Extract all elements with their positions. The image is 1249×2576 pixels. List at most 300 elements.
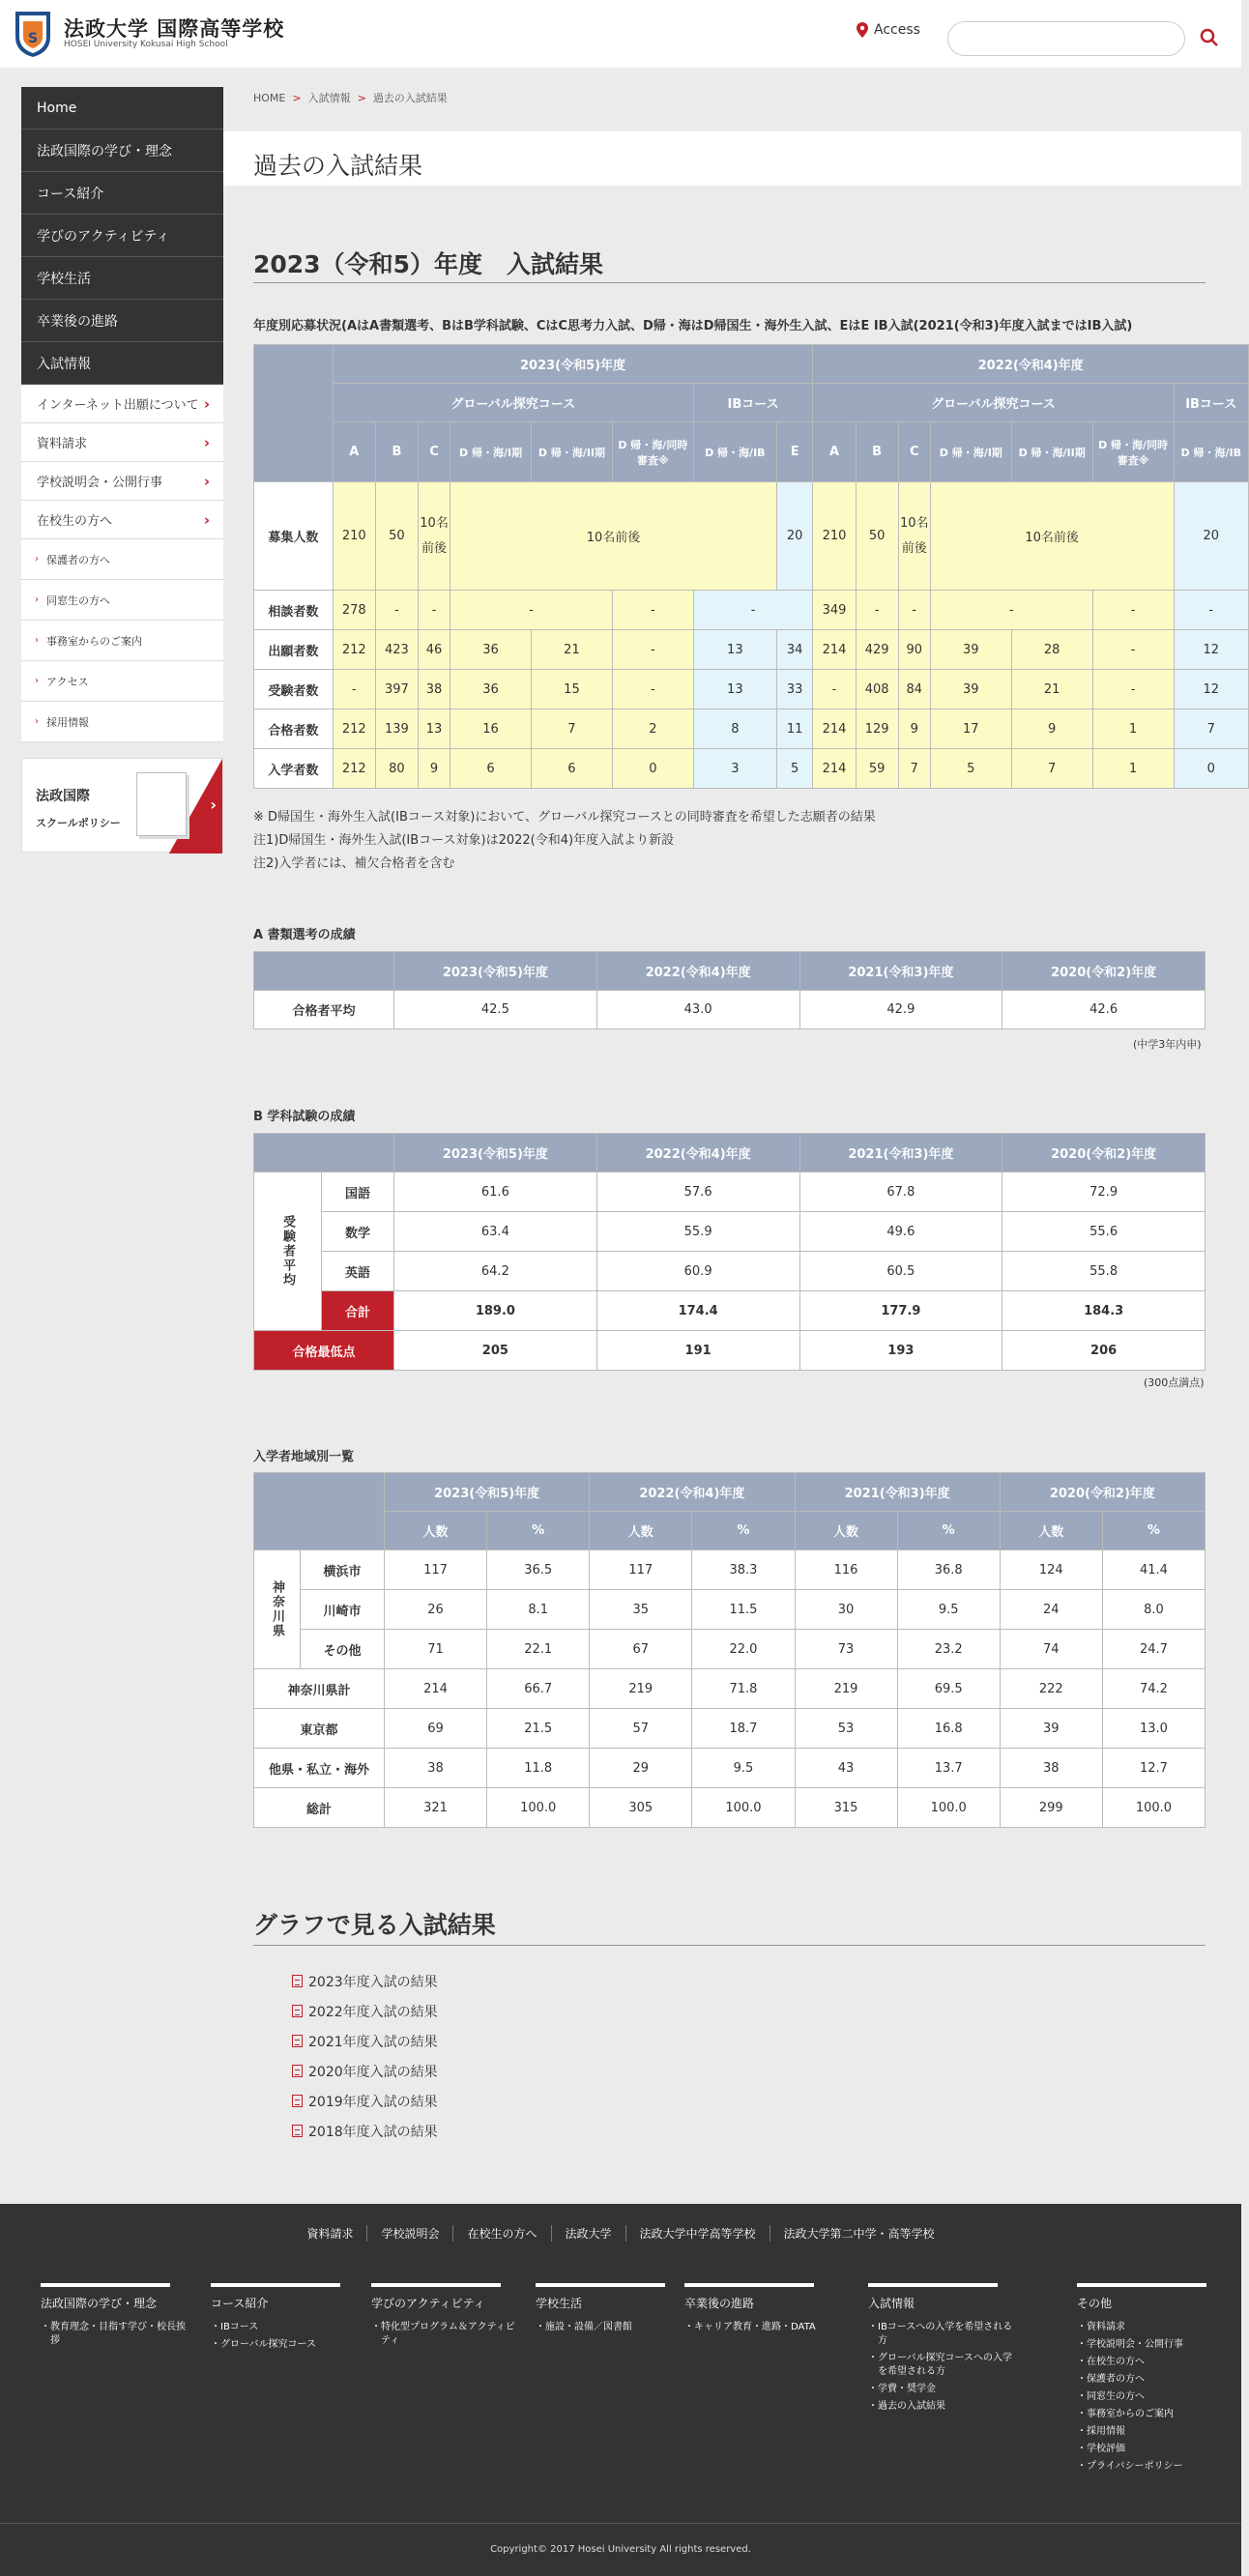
row-label: 川崎市: [301, 1590, 385, 1630]
sidebar-item-recruit[interactable]: [21, 702, 223, 742]
table-cell: -: [813, 670, 856, 709]
table-cell: 21: [1011, 670, 1092, 709]
table-cell: 13: [693, 670, 776, 709]
pdf-file-icon: [292, 2035, 303, 2047]
table-cell: -: [612, 670, 693, 709]
footer-link[interactable]: 法政大学中学高等学校: [625, 2225, 770, 2242]
col-header: C: [898, 422, 930, 482]
table-cell: 321: [385, 1788, 487, 1828]
table-cell: -: [1092, 630, 1174, 670]
table-cell: 3: [693, 749, 776, 789]
footer-column-title[interactable]: 入試情報: [868, 2297, 915, 2310]
sidebar-item-school-life[interactable]: 学校生活: [21, 257, 223, 300]
table-cell: 74.2: [1102, 1669, 1205, 1709]
sidebar-item-internet-apply[interactable]: [21, 385, 223, 423]
table-cell: 100.0: [692, 1788, 795, 1828]
page-title: 過去の入試結果: [253, 152, 423, 180]
table-cell: 0: [612, 749, 693, 789]
footer-column-item[interactable]: ・ 在校生の方へ: [1077, 2356, 1206, 2369]
table-cell: 100.0: [897, 1788, 1000, 1828]
applications-rows: [254, 630, 1249, 789]
row-label: 他県・私立・海外: [254, 1749, 385, 1788]
table-cell: 139: [375, 709, 418, 749]
table-cell: -: [419, 591, 450, 630]
region-table: [253, 1472, 1205, 1828]
pdf-link[interactable]: [292, 2086, 438, 2116]
col-header: D 帰・海/I期: [450, 422, 532, 482]
table-cell: 22.1: [487, 1630, 590, 1669]
row-label: 国語: [322, 1172, 394, 1212]
sidebar-item-open-events[interactable]: [21, 462, 223, 501]
table-cell: 11.8: [487, 1749, 590, 1788]
search-icon[interactable]: [1197, 25, 1222, 50]
table-cell: 177.9: [799, 1291, 1002, 1331]
table-cell: 28: [1011, 630, 1092, 670]
table-cell: 10名前後: [898, 482, 930, 591]
year-header: 2020(令和2)年度: [1002, 1134, 1205, 1172]
table-cell: 9.5: [692, 1749, 795, 1788]
arrow-right-icon: ›: [35, 635, 39, 646]
table-cell: 38: [1000, 1749, 1102, 1788]
table-cell: 43.0: [596, 991, 799, 1029]
table-cell: 80: [375, 749, 418, 789]
table-cell: 214: [813, 749, 856, 789]
applications-table-wrapper[interactable]: [253, 344, 1241, 792]
sidebar-item-label: 資料請求: [37, 437, 88, 451]
table-cell: 21: [532, 630, 613, 670]
pdf-file-icon: [292, 2125, 303, 2137]
footer-column-bar: [1077, 2283, 1206, 2287]
table-cell: 117: [590, 1550, 692, 1590]
table-cell: 7: [1174, 709, 1249, 749]
pdf-link[interactable]: [292, 2026, 438, 2056]
table-cell: 315: [795, 1788, 897, 1828]
table-cell: 33: [776, 670, 813, 709]
search-input[interactable]: [947, 21, 1185, 56]
table-header-2023: 2023(令和5)年度: [333, 345, 813, 384]
table-cell: 100.0: [1102, 1788, 1205, 1828]
table-cell: 42.5: [394, 991, 597, 1029]
col-header: B: [856, 422, 898, 482]
row-label: その他: [301, 1630, 385, 1669]
table-cell: 212: [333, 630, 375, 670]
site-subtitle: HOSEI University Kokusai High School: [64, 40, 228, 49]
table-cell: 41.4: [1102, 1550, 1205, 1590]
footer-column-title[interactable]: その他: [1077, 2297, 1113, 2310]
table-cell: 0: [1174, 749, 1249, 789]
col-header: 人数: [1000, 1512, 1102, 1550]
pdf-link-label: 2021年度入試の結果: [308, 2034, 438, 2050]
year-header: 2023(令和5)年度: [394, 952, 597, 991]
table-cell: 43: [795, 1749, 897, 1788]
table-cell: 1: [1092, 749, 1174, 789]
graph-section-title: グラフで見る入試結果: [253, 1911, 496, 1939]
table-cell: 214: [813, 630, 856, 670]
row-label: 英語: [322, 1252, 394, 1291]
table-cell: 8.0: [1102, 1590, 1205, 1630]
table-cell: 11: [776, 709, 813, 749]
table-cell: 23.2: [897, 1630, 1000, 1669]
table-cell: 38: [419, 670, 450, 709]
section-divider: [253, 282, 1205, 283]
sidebar-item-label: 学校説明会・公開行事: [37, 476, 163, 490]
footer-column: [536, 2283, 681, 2338]
site-footer: [0, 2204, 1241, 2576]
sidebar-item-alumni[interactable]: [21, 580, 223, 621]
footer-link[interactable]: 在校生の方へ: [452, 2225, 550, 2242]
footer-column-item[interactable]: ・ 学費・奨学金: [868, 2383, 1013, 2396]
note-line: 注2)入学者には、補欠合格者を含む: [253, 856, 455, 871]
table-cell: 397: [375, 670, 418, 709]
footer-column-item[interactable]: ・ 資料請求: [1077, 2321, 1206, 2334]
table-cell: 10名前後: [419, 482, 450, 591]
sidebar-item-philosophy[interactable]: 法政国際の学び・理念: [21, 130, 223, 172]
col-header: D 帰・海/同時審査※: [1092, 422, 1174, 482]
chevron-right-icon: ›: [203, 510, 210, 529]
footer-column-item[interactable]: ・ 事務室からのご案内: [1077, 2408, 1206, 2421]
svg-text:S: S: [27, 31, 39, 46]
table-cell: -: [450, 591, 613, 630]
table-cell: 184.3: [1002, 1291, 1205, 1331]
table-cell: 49.6: [799, 1212, 1002, 1252]
footer-column-item[interactable]: ・ グローバル探究コース: [211, 2338, 356, 2352]
table-cell: 6: [450, 749, 532, 789]
table-cell: 349: [813, 591, 856, 630]
pdf-link-label: 2019年度入試の結果: [308, 2094, 438, 2110]
footer-column-item[interactable]: ・ グローバル探究コースへの入学を希望される方: [868, 2352, 1013, 2379]
table-cell: 29: [590, 1749, 692, 1788]
header-global-course: グローバル探究コース: [333, 384, 693, 422]
row-label: 受験者数: [254, 670, 334, 709]
sidebar-item-courses[interactable]: コース紹介: [21, 172, 223, 215]
table-cell: 73: [795, 1630, 897, 1669]
sidebar-item-current-students[interactable]: [21, 501, 223, 539]
footer-column-item[interactable]: ・ プライバシーポリシー: [1077, 2460, 1206, 2474]
section-title: 2023（令和5）年度 入試結果: [253, 250, 603, 278]
table-cell: 214: [385, 1669, 487, 1709]
table-cell: -: [693, 591, 813, 630]
table-cell: 9: [419, 749, 450, 789]
table-cell: -: [1092, 591, 1174, 630]
table-cell: 71.8: [692, 1669, 795, 1709]
header-global-course: グローバル探究コース: [813, 384, 1174, 422]
table-cell: 117: [385, 1550, 487, 1590]
pdf-link-label: 2022年度入試の結果: [308, 2004, 438, 2020]
sidebar-item-label: 事務室からのご案内: [46, 634, 142, 648]
sidebar: [21, 87, 223, 742]
table-cell: 5: [776, 749, 813, 789]
table-cell: 71: [385, 1630, 487, 1669]
table-cell: 13: [693, 630, 776, 670]
footer-column-item[interactable]: ・ IBコース: [211, 2321, 356, 2334]
arrow-right-icon: ›: [35, 716, 39, 727]
sidebar-item-brochure[interactable]: [21, 423, 223, 462]
footer-column-bar: [371, 2283, 501, 2287]
chevron-right-icon: ›: [203, 472, 210, 490]
arrow-right-icon: ›: [35, 554, 39, 564]
table-corner-cell: [254, 952, 394, 991]
footer-column-bar: [868, 2283, 998, 2287]
table-cell: 11.5: [692, 1590, 795, 1630]
footer-column-bar: [536, 2283, 665, 2287]
table-cell: 53: [795, 1709, 897, 1749]
footer-column-item[interactable]: ・ 学校説明会・公開行事: [1077, 2338, 1206, 2352]
pdf-file-icon: [292, 2065, 303, 2077]
table-cell: 210: [813, 482, 856, 591]
table-cell: 42.6: [1002, 991, 1205, 1029]
footer-column: [371, 2283, 516, 2352]
table-cell: 305: [590, 1788, 692, 1828]
table-cell: 55.9: [596, 1212, 799, 1252]
footer-column-item[interactable]: ・ 過去の入試結果: [868, 2400, 1013, 2414]
chevron-right-icon: ›: [210, 796, 217, 814]
sidebar-item-activities[interactable]: 学びのアクティビティ: [21, 215, 223, 257]
col-header: B: [375, 422, 418, 482]
footer-column-item[interactable]: ・ キャリア教育・進路・DATA: [684, 2321, 829, 2334]
footer-column-item[interactable]: ・ 同窓生の方へ: [1077, 2390, 1206, 2404]
min-score-label: 合格最低点: [254, 1331, 394, 1371]
access-label: Access: [874, 22, 920, 38]
b-note: (300点満点): [1144, 1376, 1205, 1389]
footer-column-title[interactable]: 卒業後の進路: [684, 2297, 755, 2310]
header-ib-course: IBコース: [693, 384, 813, 422]
footer-column-title[interactable]: コース紹介: [211, 2297, 269, 2310]
row-label: 神奈川県計: [254, 1669, 385, 1709]
school-policy-banner[interactable]: [21, 758, 223, 853]
policy-document-icon: [136, 772, 187, 836]
access-link[interactable]: [857, 22, 920, 38]
table-corner-cell: [254, 1473, 385, 1550]
table-cell: 64.2: [394, 1252, 597, 1291]
table-cell: 18.7: [692, 1709, 795, 1749]
sidebar-item-home[interactable]: Home: [21, 87, 223, 130]
footer-column-item[interactable]: ・ 採用情報: [1077, 2425, 1206, 2439]
footer-column: [1077, 2283, 1206, 2477]
table-cell: 7: [532, 709, 613, 749]
col-header: D 帰・海/IB: [1174, 422, 1249, 482]
table-cell: 12: [1174, 670, 1249, 709]
col-header: D 帰・海/II期: [1011, 422, 1092, 482]
table-cell: 7: [898, 749, 930, 789]
table-cell: -: [333, 670, 375, 709]
table-cell: 408: [856, 670, 898, 709]
row-label: 総計: [254, 1788, 385, 1828]
applications-table: [253, 344, 1249, 789]
table-cell: -: [375, 591, 418, 630]
table-cell: 74: [1000, 1630, 1102, 1669]
sidebar-item-label: 同窓生の方へ: [46, 593, 110, 607]
pdf-link[interactable]: [292, 1996, 438, 2026]
footer-column-item[interactable]: ・ 教育理念・目指す学び・校長挨拶: [41, 2321, 186, 2348]
breadcrumb-home[interactable]: HOME: [253, 92, 286, 104]
table-cell: 214: [813, 709, 856, 749]
footer-column-title[interactable]: 学校生活: [536, 2297, 583, 2310]
table-corner-cell: [254, 1134, 394, 1172]
table-cell: -: [1092, 670, 1174, 709]
pdf-link[interactable]: [292, 2116, 438, 2146]
footer-column-item[interactable]: ・ 特化型プログラム＆アクティビティ: [371, 2321, 516, 2348]
col-header: D 帰・海/同時審査※: [612, 422, 693, 482]
table-cell: 212: [333, 749, 375, 789]
table-cell: 299: [1000, 1788, 1102, 1828]
region-rows: [254, 1550, 1205, 1828]
table-cell: -: [930, 591, 1092, 630]
table-cell: 67: [590, 1630, 692, 1669]
year-header: 2021(令和3)年度: [799, 952, 1002, 991]
table-cell: 174.4: [596, 1291, 799, 1331]
col-header: %: [692, 1512, 795, 1550]
col-header: 人数: [795, 1512, 897, 1550]
footer-links: [0, 2225, 1241, 2242]
footer-column-title[interactable]: 学びのアクティビティ: [371, 2297, 485, 2310]
table-cell: -: [1174, 591, 1249, 630]
pdf-file-icon: [292, 2095, 303, 2107]
footer-link[interactable]: 学校説明会: [366, 2225, 452, 2242]
table-cell: 193: [799, 1331, 1002, 1371]
table-cell: 219: [590, 1669, 692, 1709]
footer-link[interactable]: 資料請求: [306, 2227, 354, 2241]
row-label: 入学者数: [254, 749, 334, 789]
table-cell: 7: [1011, 749, 1092, 789]
table-cell: 13.0: [1102, 1709, 1205, 1749]
table-cell: 60.5: [799, 1252, 1002, 1291]
pdf-link-list: [292, 1966, 438, 2146]
table-cell: 38: [385, 1749, 487, 1788]
row-label: 横浜市: [301, 1550, 385, 1590]
table-cell: 9: [898, 709, 930, 749]
pdf-link[interactable]: [292, 2056, 438, 2086]
table-cell: 10名前後: [450, 482, 777, 591]
sidebar-item-label: アクセス: [46, 675, 89, 688]
sidebar-item-label: 保護者の方へ: [46, 553, 110, 566]
table-cell: 34: [776, 630, 813, 670]
footer-column: [211, 2283, 356, 2356]
year-header: 2020(令和2)年度: [1002, 952, 1205, 991]
pdf-link[interactable]: [292, 1966, 438, 1996]
header-ib-course: IBコース: [1174, 384, 1249, 422]
table-cell: 16: [450, 709, 532, 749]
footer-column-bar: [211, 2283, 340, 2287]
table-cell: 205: [394, 1331, 597, 1371]
footer-link[interactable]: 法政大学第二中学・高等学校: [770, 2225, 948, 2242]
policy-subtitle: スクールポリシー: [36, 817, 121, 829]
table-cell: 6: [532, 749, 613, 789]
prefecture-label: 神奈川県: [254, 1550, 301, 1669]
footer-column-item[interactable]: ・ IBコースへの入学を希望される方: [868, 2321, 1013, 2348]
table-cell: 21.5: [487, 1709, 590, 1749]
pdf-link-label: 2018年度入試の結果: [308, 2124, 438, 2140]
table-cell: 100.0: [487, 1788, 590, 1828]
row-label: 合格者数: [254, 709, 334, 749]
col-header: E: [776, 422, 813, 482]
row-label: 数学: [322, 1212, 394, 1252]
breadcrumb-admissions[interactable]: 入試情報: [307, 92, 351, 104]
table-cell: 39: [930, 670, 1011, 709]
table-cell: 57.6: [596, 1172, 799, 1212]
sidebar-item-label: 在校生の方へ: [37, 514, 113, 529]
sidebar-item-career[interactable]: 卒業後の進路: [21, 300, 223, 342]
table-cell: 39: [1000, 1709, 1102, 1749]
footer-column-item[interactable]: ・ 施設・設備／図書館: [536, 2321, 681, 2334]
sidebar-item-access[interactable]: [21, 661, 223, 702]
year-header: 2022(令和4)年度: [596, 1134, 799, 1172]
footer-column-item[interactable]: ・ 学校評価: [1077, 2443, 1206, 2456]
table-cell: 36.5: [487, 1550, 590, 1590]
footer-column-item[interactable]: ・ 保護者の方へ: [1077, 2373, 1206, 2387]
table-cell: 67.8: [799, 1172, 1002, 1212]
table-cell: 57: [590, 1709, 692, 1749]
footer-column-title[interactable]: 法政国際の学び・理念: [41, 2297, 158, 2310]
year-header: 2020(令和2)年度: [1000, 1473, 1205, 1512]
table-cell: 12.7: [1102, 1749, 1205, 1788]
table-cell: 26: [385, 1590, 487, 1630]
total-label: 合計: [322, 1291, 394, 1331]
sidebar-item-parents[interactable]: [21, 539, 223, 580]
sidebar-item-office[interactable]: [21, 621, 223, 661]
breadcrumb: [253, 90, 448, 105]
table-cell: 61.6: [394, 1172, 597, 1212]
policy-title: 法政国際: [36, 789, 90, 804]
school-crest-logo[interactable]: [14, 8, 52, 58]
table-cell: 212: [333, 709, 375, 749]
year-header: 2022(令和4)年度: [596, 952, 799, 991]
table-cell: 69: [385, 1709, 487, 1749]
col-header: A: [333, 422, 375, 482]
col-header: C: [419, 422, 450, 482]
breadcrumb-separator: >: [357, 92, 366, 104]
table-cell: 2: [612, 709, 693, 749]
b-section-title: B 学科試験の成績: [253, 1110, 356, 1124]
site-title[interactable]: 法政大学 国際高等学校: [64, 17, 285, 41]
footer-link[interactable]: 法政大学: [551, 2225, 625, 2242]
table-cell: 423: [375, 630, 418, 670]
year-header: 2021(令和3)年度: [795, 1473, 1000, 1512]
table-cell: 5: [930, 749, 1011, 789]
chevron-right-icon: ›: [203, 433, 210, 451]
table-cell: 55.8: [1002, 1252, 1205, 1291]
table-cell: 206: [1002, 1331, 1205, 1371]
year-header: 2021(令和3)年度: [799, 1134, 1002, 1172]
year-header: 2023(令和5)年度: [385, 1473, 590, 1512]
col-header: D 帰・海/IB: [693, 422, 776, 482]
table-cell: 50: [856, 482, 898, 591]
pdf-link-label: 2020年度入試の結果: [308, 2064, 438, 2080]
table-cell: 191: [596, 1331, 799, 1371]
table-cell: 42.9: [799, 991, 1002, 1029]
table-cell: 69.5: [897, 1669, 1000, 1709]
pdf-link-label: 2023年度入試の結果: [308, 1974, 438, 1990]
table-cell: 210: [333, 482, 375, 591]
year-header: 2023(令和5)年度: [394, 1134, 597, 1172]
table-cell: 17: [930, 709, 1011, 749]
col-header: %: [897, 1512, 1000, 1550]
table-cell: 36: [450, 630, 532, 670]
footer-divider: [0, 2523, 1241, 2524]
col-header: %: [1102, 1512, 1205, 1550]
table-cell: 35: [590, 1590, 692, 1630]
table-cell: 36.8: [897, 1550, 1000, 1590]
table-cell: 20: [1174, 482, 1249, 591]
table-cell: 116: [795, 1550, 897, 1590]
table-cell: 1: [1092, 709, 1174, 749]
table-cell: 129: [856, 709, 898, 749]
table-cell: 12: [1174, 630, 1249, 670]
sidebar-item-admissions[interactable]: 入試情報: [21, 342, 223, 385]
table-cell: 9: [1011, 709, 1092, 749]
table-cell: 9.5: [897, 1590, 1000, 1630]
table-cell: 24.7: [1102, 1630, 1205, 1669]
table-cell: 219: [795, 1669, 897, 1709]
